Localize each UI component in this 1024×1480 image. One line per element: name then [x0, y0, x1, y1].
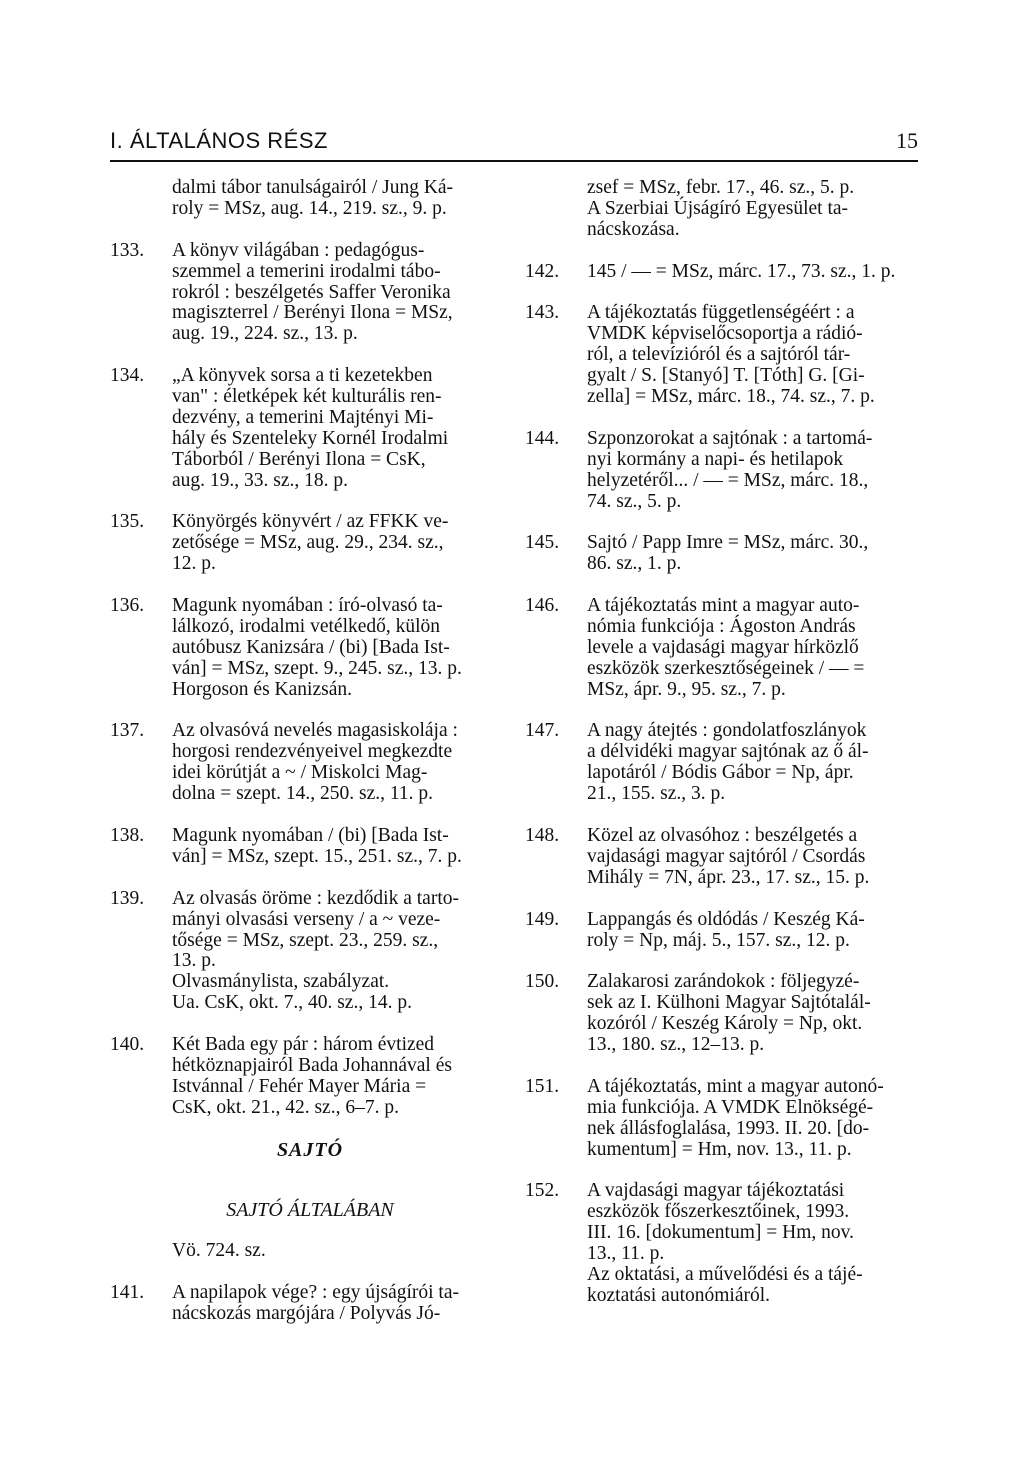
entry-line: szemmel a temerini irodalmi tábo-: [172, 260, 441, 282]
entry-text: [587, 262, 923, 283]
entry-text: [587, 429, 923, 513]
bibliography-entry: [525, 721, 923, 805]
bibliography-entry: [525, 429, 923, 513]
entry-line: Közel az olvasóhoz : beszélgetés a: [587, 824, 858, 846]
bibliography-entry: [525, 1077, 923, 1161]
bibliography-entry: [525, 533, 923, 575]
entry-text: [172, 1035, 510, 1119]
entry-line: III. 16. [dokumentum] = Hm, nov.: [587, 1222, 854, 1244]
entry-line: VMDK képviselőcsoportja a rádió-: [587, 323, 863, 345]
entry-line: Lappangás és oldódás / Keszég Ká-: [587, 908, 865, 930]
entry-line: dalmi tábor tanulságairól / Jung Ká-: [172, 177, 454, 198]
entry-line: nyi kormány a napi- és hetilapok: [587, 448, 844, 470]
entry-number: 147.: [525, 720, 560, 742]
bibliography-entry: [525, 303, 923, 408]
bibliography-entry: [110, 512, 510, 575]
entry-text: [587, 910, 923, 952]
entry-number: 139.: [110, 887, 145, 909]
bibliography-entry: [110, 1283, 510, 1325]
entry-text: [587, 303, 923, 408]
entry-line: CsK, okt. 21., 42. sz., 6–7. p.: [172, 1096, 399, 1118]
entry-line: ról, a televízióról és a sajtóról tár-: [587, 344, 851, 366]
bibliography-entry: [525, 178, 923, 241]
entry-line: „A könyvek sorsa a ti kezetekben: [172, 365, 433, 387]
entry-line: Olvasmánylista, szabályzat.: [172, 971, 390, 993]
entry-number: 149.: [525, 908, 560, 930]
entry-text: [172, 826, 510, 868]
bibliography-entry: [110, 366, 510, 491]
entry-line: 21., 155. sz., 3. p.: [587, 783, 726, 805]
entry-number: 142.: [525, 260, 560, 282]
entry-line: zella] = MSz, márc. 18., 74. sz., 7. p.: [587, 386, 875, 408]
entry-line: mia funkciója. A VMDK Elnökségé-: [587, 1096, 874, 1118]
entry-line: A napilapok vége? : egy újságírói ta-: [172, 1282, 459, 1304]
entry-text: [587, 533, 923, 575]
entry-line: sek az I. Külhoni Magyar Sajtótalál-: [587, 992, 871, 1014]
left-entries: [110, 178, 510, 1119]
bibliography-entry: [110, 721, 510, 805]
section-title: SAJTÓ: [276, 1138, 344, 1161]
entry-line: nácskozása.: [587, 218, 680, 240]
entry-line: hétköznapjairól Bada Johannával és: [172, 1054, 452, 1076]
bibliography-entry: [110, 1035, 510, 1119]
entry-number: 135.: [110, 511, 145, 533]
entry-line: rokról : beszélgetés Saffer Veronika: [172, 281, 451, 303]
entry-line: Zalakarosi zarándokok : följegyzé-: [587, 971, 860, 993]
see-also-note: Vö. 724. sz.: [172, 1240, 266, 1262]
entry-line: Horgoson és Kanizsán.: [172, 678, 352, 700]
entry-text: [587, 721, 923, 805]
entry-line: 86. sz., 1. p.: [587, 553, 682, 575]
page-number: 15: [896, 128, 918, 153]
entry-number: 136.: [110, 595, 145, 617]
entry-line: 13., 180. sz., 12–13. p.: [587, 1034, 765, 1056]
entry-text: [172, 596, 510, 701]
entry-line: 145 / — = MSz, márc. 17., 73. sz., 1. p.: [587, 260, 896, 282]
entry-text: [172, 178, 510, 220]
entry-line: idei körútját a ~ / Miskolci Mag-: [172, 762, 428, 784]
entry-line: mányi olvasási verseny / a ~ veze-: [172, 908, 441, 930]
entry-number: 137.: [110, 720, 145, 742]
entry-line: 74. sz., 5. p.: [587, 490, 682, 512]
entry-line: Két Bada egy pár : három évtized: [172, 1034, 435, 1056]
entry-line: A könyv világában : pedagógus-: [172, 239, 425, 261]
entry-number: 143.: [525, 302, 560, 324]
entry-text: [172, 1283, 510, 1325]
entry-line: Szponzorokat a sajtónak : a tartomá-: [587, 427, 873, 449]
entry-text: [587, 826, 923, 889]
left-column: [110, 178, 510, 1346]
entry-line: Az olvasás öröme : kezdődik a tarto-: [172, 887, 459, 909]
right-entries: [525, 178, 923, 1307]
bibliography-entry: [110, 596, 510, 701]
subsection-title: SAJTÓ ÁLTALÁBAN: [226, 1199, 394, 1222]
entry-line: eszközök szerkesztőségeinek / — =: [587, 657, 865, 679]
entry-text: [172, 889, 510, 1014]
entry-line: Az olvasóvá nevelés magasiskolája :: [172, 720, 458, 742]
entry-text: [587, 1181, 923, 1306]
entry-line: gyalt / S. [Stanyó] T. [Tóth] G. [Gi-: [587, 365, 865, 387]
entry-line: lálkozó, irodalmi vetélkedő, külön: [172, 615, 441, 637]
bibliography-entry: [525, 826, 923, 889]
entry-line: nácskozás margójára / Polyvás Jó-: [172, 1303, 441, 1325]
entry-line: A Szerbiai Újságíró Egyesület ta-: [587, 197, 849, 219]
entry-line: horgosi rendezvényeivel megkezdte: [172, 741, 453, 763]
entry-line: zetősége = MSz, aug. 29., 234. sz.,: [172, 532, 444, 554]
bibliography-entry: [110, 889, 510, 1014]
entry-number: 134.: [110, 365, 145, 387]
bibliography-entry: [110, 826, 510, 868]
entry-number: 145.: [525, 532, 560, 554]
running-title: I. ÁLTALÁNOS RÉSZ: [110, 128, 328, 153]
bibliography-entry: [525, 262, 923, 283]
bibliography-entry: [525, 1181, 923, 1306]
entry-line: Istvánnal / Fehér Mayer Mária =: [172, 1075, 427, 1097]
entry-number: [110, 178, 172, 220]
entry-number: 140.: [110, 1034, 145, 1056]
entry-line: A tájékoztatás függetlenségéért : a: [587, 302, 855, 324]
entry-line: lapotáról / Bódis Gábor = Np, ápr.: [587, 762, 854, 784]
bibliography-entry: [525, 596, 923, 701]
entry-line: Az oktatási, a művelődési és a tájé-: [587, 1263, 863, 1285]
entry-text: [587, 596, 923, 701]
entry-line: van" : életképek két kulturális ren-: [172, 386, 442, 408]
entry-line: roly = Np, máj. 5., 157. sz., 12. p.: [587, 929, 850, 951]
entry-line: levele a vajdasági magyar hírközlő: [587, 636, 859, 658]
entry-line: nek állásfoglalása, 1993. II. 20. [do-: [587, 1117, 870, 1139]
entry-number: 133.: [110, 239, 145, 261]
entry-line: Könyörgés könyvért / az FFKK ve-: [172, 511, 449, 533]
entry-text: [587, 178, 923, 241]
entry-line: a délvidéki magyar sajtónak az ő ál-: [587, 741, 869, 763]
bibliography-entry: [110, 241, 510, 346]
bibliography-entry: [110, 178, 510, 220]
entry-line: Sajtó / Papp Imre = MSz, márc. 30.,: [587, 532, 869, 554]
entry-number: 141.: [110, 1282, 145, 1304]
entry-line: vajdasági magyar sajtóról / Csordás: [587, 845, 866, 867]
bibliography-entry: [525, 972, 923, 1056]
entry-line: autóbusz Kanizsára / (bi) [Bada Ist-: [172, 636, 450, 658]
entry-number: [525, 178, 587, 241]
entry-line: Mihály = 7N, ápr. 23., 17. sz., 15. p.: [587, 866, 870, 888]
entry-line: zsef = MSz, febr. 17., 46. sz., 5. p.: [587, 177, 855, 198]
entry-number: 146.: [525, 595, 560, 617]
entry-line: aug. 19., 224. sz., 13. p.: [172, 323, 358, 345]
entry-line: 12. p.: [172, 553, 216, 575]
entry-number: 152.: [525, 1180, 560, 1202]
entry-line: aug. 19., 33. sz., 18. p.: [172, 469, 349, 491]
entry-line: A tájékoztatás, mint a magyar autonó-: [587, 1075, 884, 1097]
entry-line: hály és Szenteleky Kornél Irodalmi: [172, 427, 449, 449]
entry-text: [172, 721, 510, 805]
entry-line: 13., 11. p.: [587, 1243, 665, 1265]
left-last-entries: [110, 1283, 510, 1325]
entry-line: kumentum] = Hm, nov. 13., 11. p.: [587, 1138, 852, 1160]
entry-line: A tájékoztatás mint a magyar auto-: [587, 595, 860, 617]
entry-text: [172, 512, 510, 575]
entry-line: Táborból / Berényi Ilona = CsK,: [172, 448, 426, 470]
entry-line: eszközök főszerkesztőinek, 1993.: [587, 1201, 850, 1223]
entry-line: magiszterrel / Berényi Ilona = MSz,: [172, 302, 453, 324]
entry-line: roly = MSz, aug. 14., 219. sz., 9. p.: [172, 197, 447, 219]
entry-number: 151.: [525, 1075, 560, 1097]
entry-number: 150.: [525, 971, 560, 993]
entry-text: [172, 241, 510, 346]
entry-line: tősége = MSz, szept. 23., 259. sz.,: [172, 929, 439, 951]
entry-line: Magunk nyomában / (bi) [Bada Ist-: [172, 825, 449, 846]
entry-line: helyzetéről... / — = MSz, márc. 18.,: [587, 469, 869, 491]
entry-line: dezvény, a temerini Majtényi Mi-: [172, 406, 434, 428]
entry-line: A vajdasági magyar tájékoztatási: [587, 1180, 845, 1202]
right-column: [525, 178, 923, 1328]
entry-line: 13. p.: [172, 950, 216, 972]
entry-text: [172, 366, 510, 491]
entry-text: [587, 972, 923, 1056]
entry-line: nómia funkciója : Ágoston András: [587, 615, 856, 637]
entry-number: 144.: [525, 427, 560, 449]
entry-number: 148.: [525, 824, 560, 846]
entry-line: A nagy átejtés : gondolatfoszlányok: [587, 720, 867, 742]
entry-line: dolna = szept. 14., 250. sz., 11. p.: [172, 783, 434, 805]
bibliography-entry: [525, 910, 923, 952]
entry-line: ván] = MSz, szept. 9., 245. sz., 13. p.: [172, 657, 462, 679]
entry-text: [587, 1077, 923, 1161]
entry-line: MSz, ápr. 9., 95. sz., 7. p.: [587, 678, 786, 700]
header-rule: [110, 160, 918, 162]
entry-line: Magunk nyomában : író-olvasó ta-: [172, 595, 443, 617]
entry-line: ván] = MSz, szept. 15., 251. sz., 7. p.: [172, 845, 462, 867]
entry-line: kozóról / Keszég Károly = Np, okt.: [587, 1013, 863, 1035]
page-header: [110, 128, 918, 158]
entry-line: Ua. CsK, okt. 7., 40. sz., 14. p.: [172, 992, 412, 1014]
entry-number: 138.: [110, 825, 145, 846]
entry-line: koztatási autonómiáról.: [587, 1284, 771, 1306]
